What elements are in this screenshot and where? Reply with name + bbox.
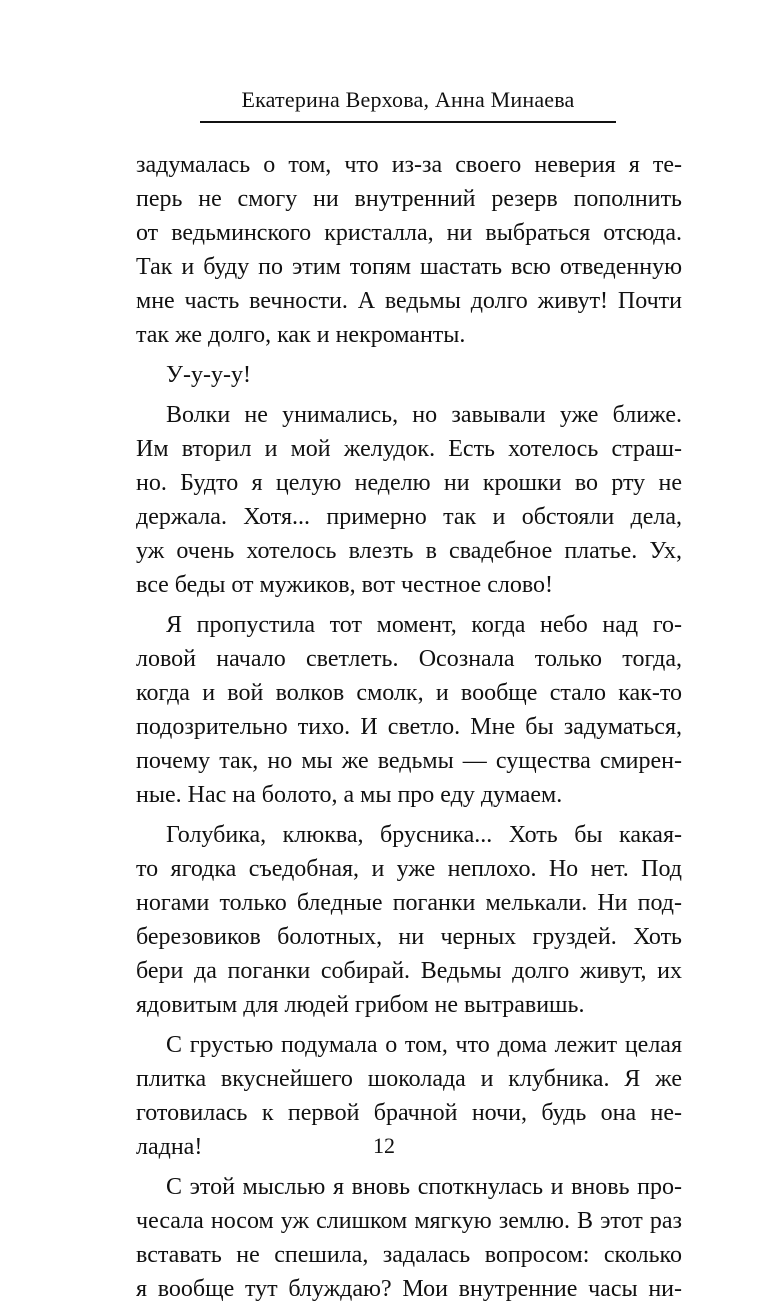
text-line: от ведьминского кристалла, ни выбраться отсюда. xyxy=(136,220,682,246)
paragraph xyxy=(136,1170,682,1306)
text-line: ные. Нас на болото, а мы про еду думаем. xyxy=(136,782,563,808)
text-line: ногами только бледные поганки мелькали. Ни под- xyxy=(136,890,682,916)
text-line: березовиков болотных, ни черных груздей. Хоть xyxy=(136,924,682,950)
text-line: Им вторил и мой желудок. Есть хотелось страш- xyxy=(136,436,682,462)
paragraph xyxy=(136,148,682,352)
text-line: почему так, но мы же ведьмы — существа смирен- xyxy=(136,748,682,774)
text-line: У-у-у-у! xyxy=(166,362,251,388)
text-line: держала. Хотя... примерно так и обстояли дела, xyxy=(136,504,682,530)
text-line: Так и буду по этим топям шастать всю отведенную xyxy=(136,254,682,280)
text-line: но. Будто я целую неделю ни крошки во рту не xyxy=(136,470,682,496)
header-title: Екатерина Верхова, Анна Минаева xyxy=(241,87,575,112)
text-line: Голубика, клюква, брусника... Хоть бы какая- xyxy=(166,822,682,848)
header-divider xyxy=(200,121,616,123)
text-line: чесала носом уж слишком мягкую землю. В этот раз xyxy=(136,1208,682,1234)
text-line: задумалась о том, что из-за своего неверия я те- xyxy=(136,152,682,178)
text-line: ловой начало светлеть. Осознала только тогда, xyxy=(136,646,682,672)
paragraph xyxy=(136,398,682,602)
text-line: когда и вой волков смолк, и вообще стало как-то xyxy=(136,680,682,706)
text-line: готовилась к первой брачной ночи, будь она не- xyxy=(136,1100,682,1126)
text-line: вставать не спешила, задалась вопросом: сколько xyxy=(136,1242,682,1268)
text-line: ладна! xyxy=(136,1134,203,1160)
text-line: бери да поганки собирай. Ведьмы долго живут, их xyxy=(136,958,682,984)
text-line: С грустью подумала о том, что дома лежит целая xyxy=(166,1032,682,1058)
text-line: все беды от мужиков, вот честное слово! xyxy=(136,572,553,598)
text-line: подозрительно тихо. И светло. Мне бы задуматься, xyxy=(136,714,682,740)
paragraph xyxy=(136,358,682,392)
paragraph xyxy=(136,818,682,1022)
text-line: Волки не унимались, но завывали уже ближе. xyxy=(166,402,682,428)
text-line: уж очень хотелось влезть в свадебное платье. Ух, xyxy=(136,538,682,564)
text-line: Я пропустила тот момент, когда небо над го- xyxy=(166,612,682,638)
text-line: мне часть вечности. А ведьмы долго живут! Почти xyxy=(136,288,682,314)
text-line: перь не смогу ни внутренний резерв пополнить xyxy=(136,186,682,212)
text-line: то ягодка съедобная, и уже неплохо. Но нет. Под xyxy=(136,856,682,882)
text-line: плитка вкуснейшего шоколада и клубника. Я же xyxy=(136,1066,682,1092)
paragraph xyxy=(136,608,682,812)
text-line: так же долго, как и некроманты. xyxy=(136,322,466,348)
page-number: 12 xyxy=(373,1133,395,1158)
text-line: я вообще тут блуждаю? Мои внутренние часы ни- xyxy=(136,1276,682,1302)
text-line: ядовитым для людей грибом не вытравишь. xyxy=(136,992,585,1018)
text-line: С этой мыслью я вновь споткнулась и вновь про- xyxy=(166,1174,682,1200)
